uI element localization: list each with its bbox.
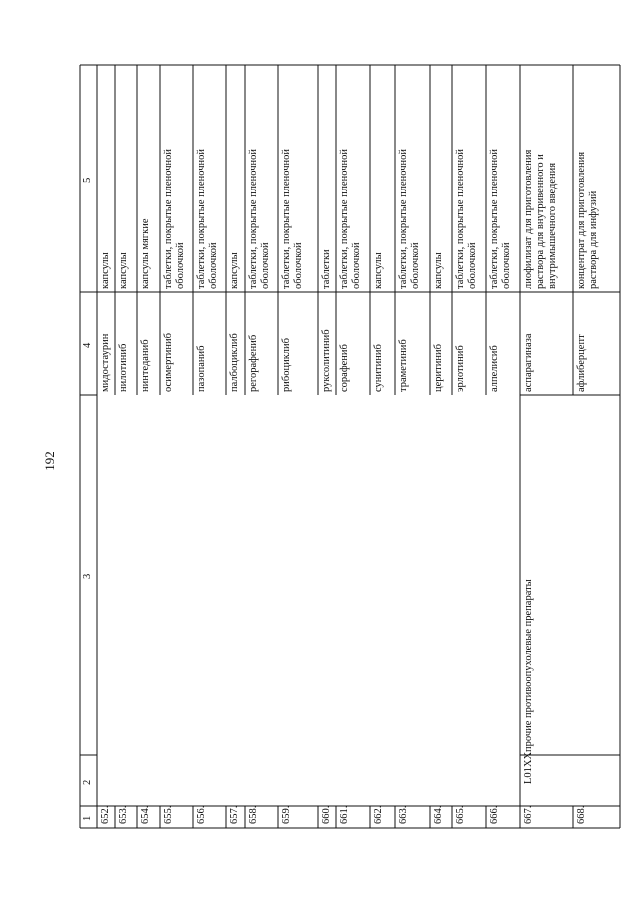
row-number-text: 654. <box>140 805 151 824</box>
dosage-form-text: внутримышечного введения <box>547 162 558 289</box>
dosage-form-text: таблетки, покрытые пленочной <box>455 148 466 289</box>
row-number-text: 664. <box>433 805 444 824</box>
row-number-text: 662. <box>373 805 384 824</box>
dosage-form-text: таблетки, покрытые пленочной <box>281 148 292 289</box>
drug-name-text: сорафениб <box>339 344 350 392</box>
row-number-text: 663. <box>398 805 409 824</box>
dosage-form-text: оболочкой <box>175 242 186 289</box>
header-cell-text: 3 <box>82 573 93 579</box>
dosage-form-text: таблетки, покрытые пленочной <box>163 148 174 289</box>
header-cell-text: 2 <box>82 779 93 785</box>
drug-name-text: пазопаниб <box>196 345 207 392</box>
dosage-form-text: таблетки, покрытые пленочной <box>489 148 500 289</box>
drug-name-text: нинтеданиб <box>140 339 151 392</box>
dosage-form-text: оболочкой <box>501 242 512 289</box>
dosage-form-text: капсулы <box>229 252 240 289</box>
drug-name-text: эрлотиниб <box>455 345 466 392</box>
drug-name-text: рибоциклиб <box>281 337 292 392</box>
row-number-text: 656. <box>196 805 207 824</box>
drug-name-text: регорафениб <box>248 334 259 392</box>
dosage-form-text: концентрат для приготовления <box>576 151 587 289</box>
row-number-text: 668. <box>576 805 587 824</box>
header-cell-text: 4 <box>82 342 93 348</box>
dosage-form-text: оболочкой <box>410 242 421 289</box>
row-number-text: 653. <box>118 805 129 824</box>
dosage-form-text: таблетки, покрытые пленочной <box>398 148 409 289</box>
drug-name-text: афлиберцепт <box>576 334 587 392</box>
row-number-text: 666. <box>489 805 500 824</box>
dosage-form-text: капсулы <box>100 252 111 289</box>
drug-name-text: нилотиниб <box>118 343 129 392</box>
dosage-form-text: оболочкой <box>351 242 362 289</box>
dosage-form-text: капсулы <box>373 252 384 289</box>
row-number-text: 658. <box>248 805 259 824</box>
dosage-form-text: таблетки, покрытые пленочной <box>339 148 350 289</box>
dosage-form-text: таблетки, покрытые пленочной <box>196 148 207 289</box>
dosage-form-text: лиофилизат для приготовления <box>523 149 534 289</box>
row-number-text: 655. <box>163 805 174 824</box>
dosage-form-text: капсулы мягкие <box>140 218 151 289</box>
group-name-text: прочие противоопухолевые препараты <box>523 579 534 752</box>
dosage-form-text: капсулы <box>433 252 444 289</box>
row-number-text: 657. <box>229 805 240 824</box>
dosage-form-text: раствора для инфузий <box>588 190 599 289</box>
row-number-text: 661. <box>339 805 350 824</box>
row-number-text: 660. <box>321 805 332 824</box>
drug-name-text: палбоциклиб <box>229 333 240 392</box>
dosage-form-text: капсулы <box>118 252 129 289</box>
drug-name-text: церитиниб <box>433 344 444 392</box>
drug-name-text: осимертиниб <box>163 333 174 392</box>
header-cell-text: 1 <box>82 815 93 821</box>
group-code-text: L01XX <box>523 751 534 784</box>
drug-name-text: руксолитиниб <box>321 329 332 392</box>
dosage-form-text: таблетки <box>321 249 332 289</box>
drug-name-text: сунитиниб <box>373 344 384 392</box>
drug-name-text: траметиниб <box>398 339 409 392</box>
row-number-text: 665. <box>455 805 466 824</box>
row-number-text: 667. <box>523 805 534 824</box>
dosage-form-text: раствора для внутривенного и <box>535 154 546 289</box>
header-cell-text: 5 <box>82 177 93 183</box>
dosage-form-text: таблетки, покрытые пленочной <box>248 148 259 289</box>
page-number-text: 192 <box>42 451 57 471</box>
dosage-form-text: оболочкой <box>293 242 304 289</box>
row-number-text: 652. <box>100 805 111 824</box>
page-number <box>38 445 62 477</box>
dosage-form-text: оболочкой <box>467 242 478 289</box>
drug-name-text: алпелисиб <box>489 345 500 392</box>
dosage-form-text: оболочкой <box>208 242 219 289</box>
dosage-form-text: оболочкой <box>260 242 271 289</box>
drug-name-text: аспарагиназа <box>523 333 534 392</box>
drug-name-text: мидостаурин <box>100 333 111 392</box>
row-number-text: 659. <box>281 805 292 824</box>
